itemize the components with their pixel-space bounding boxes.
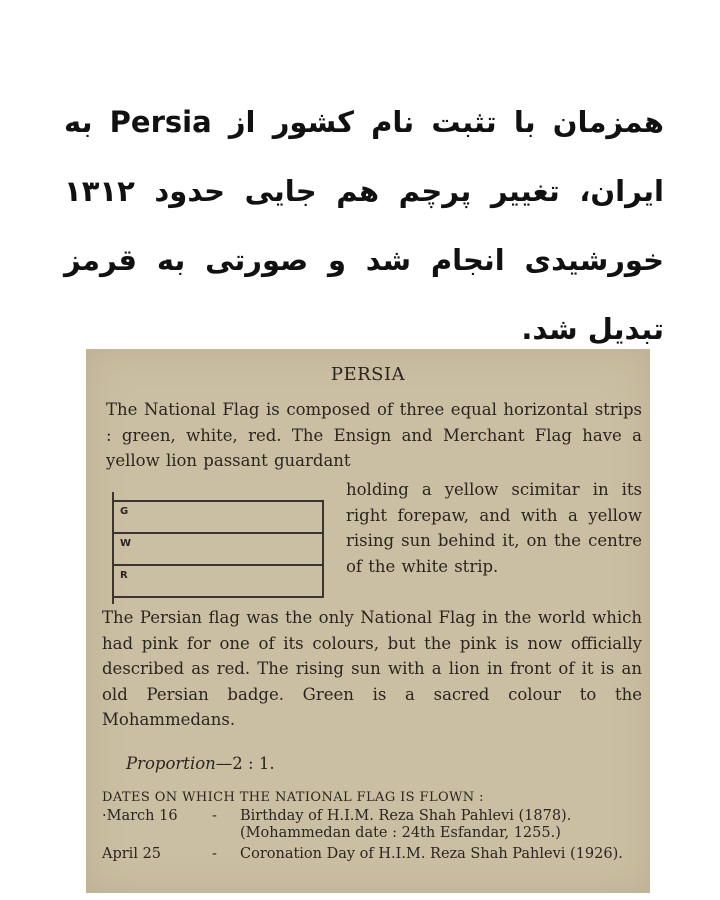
book-page-clipping [86, 349, 650, 893]
date-label: ·March 16 [102, 808, 178, 824]
flag-diagram [112, 492, 324, 604]
date-dash: - [212, 846, 217, 862]
dates-heading: DATES ON WHICH THE NATIONAL FLAG IS FLOWN : [102, 790, 484, 805]
paragraph-flag-description-continued: holding a yellow scimitar in its right forepaw, and with a yellow rising sun behind it, on the centre of the white strip. [346, 480, 642, 576]
flag-letter-white: W [120, 538, 132, 549]
date-event: Coronation Day of H.I.M. Reza Shah Pahlevi (1926). [240, 846, 623, 862]
flag-stripe-green [112, 500, 324, 534]
date-label: April 25 [102, 846, 162, 862]
paragraph-pink-history: The Persian flag was the only National Flag in the world which had pink for one of its colours, but the pink is now officially described as red. The rising sun with a lion in front of it is an old Persian badge. Green is a sacred colour to the Mohammedans. [102, 608, 642, 730]
proportion-line [126, 754, 275, 773]
proportion-label: Proportion [126, 754, 216, 773]
flag-letter-green: G [120, 506, 129, 517]
flag-letter-red: R [120, 570, 128, 581]
paragraph-flag-description: The National Flag is composed of three equal horizontal strips : green, white, red. The Ensign and Merchant Flag have a yellow lion passant guardant [106, 400, 642, 471]
persian-caption: همزمان با تثبت نام کشور از Persia به ایران، تغییر پرچم هم جایی حدود ۱۳۱۲ خورشیدی انجام شد و صورتی به قرمز تبدیل شد. [64, 105, 664, 346]
proportion-ratio: —2 : 1. [215, 754, 275, 773]
flag-stripe-white [112, 532, 324, 566]
date-row [86, 808, 650, 848]
date-dash: - [212, 808, 217, 824]
date-event: Birthday of H.I.M. Reza Shah Pahlevi (1878). (Mohammedan date : 24th Esfandar, 1255.) [240, 808, 572, 841]
date-row [86, 846, 650, 886]
page-title: PERSIA [330, 364, 406, 385]
flag-stripe-red [112, 564, 324, 598]
